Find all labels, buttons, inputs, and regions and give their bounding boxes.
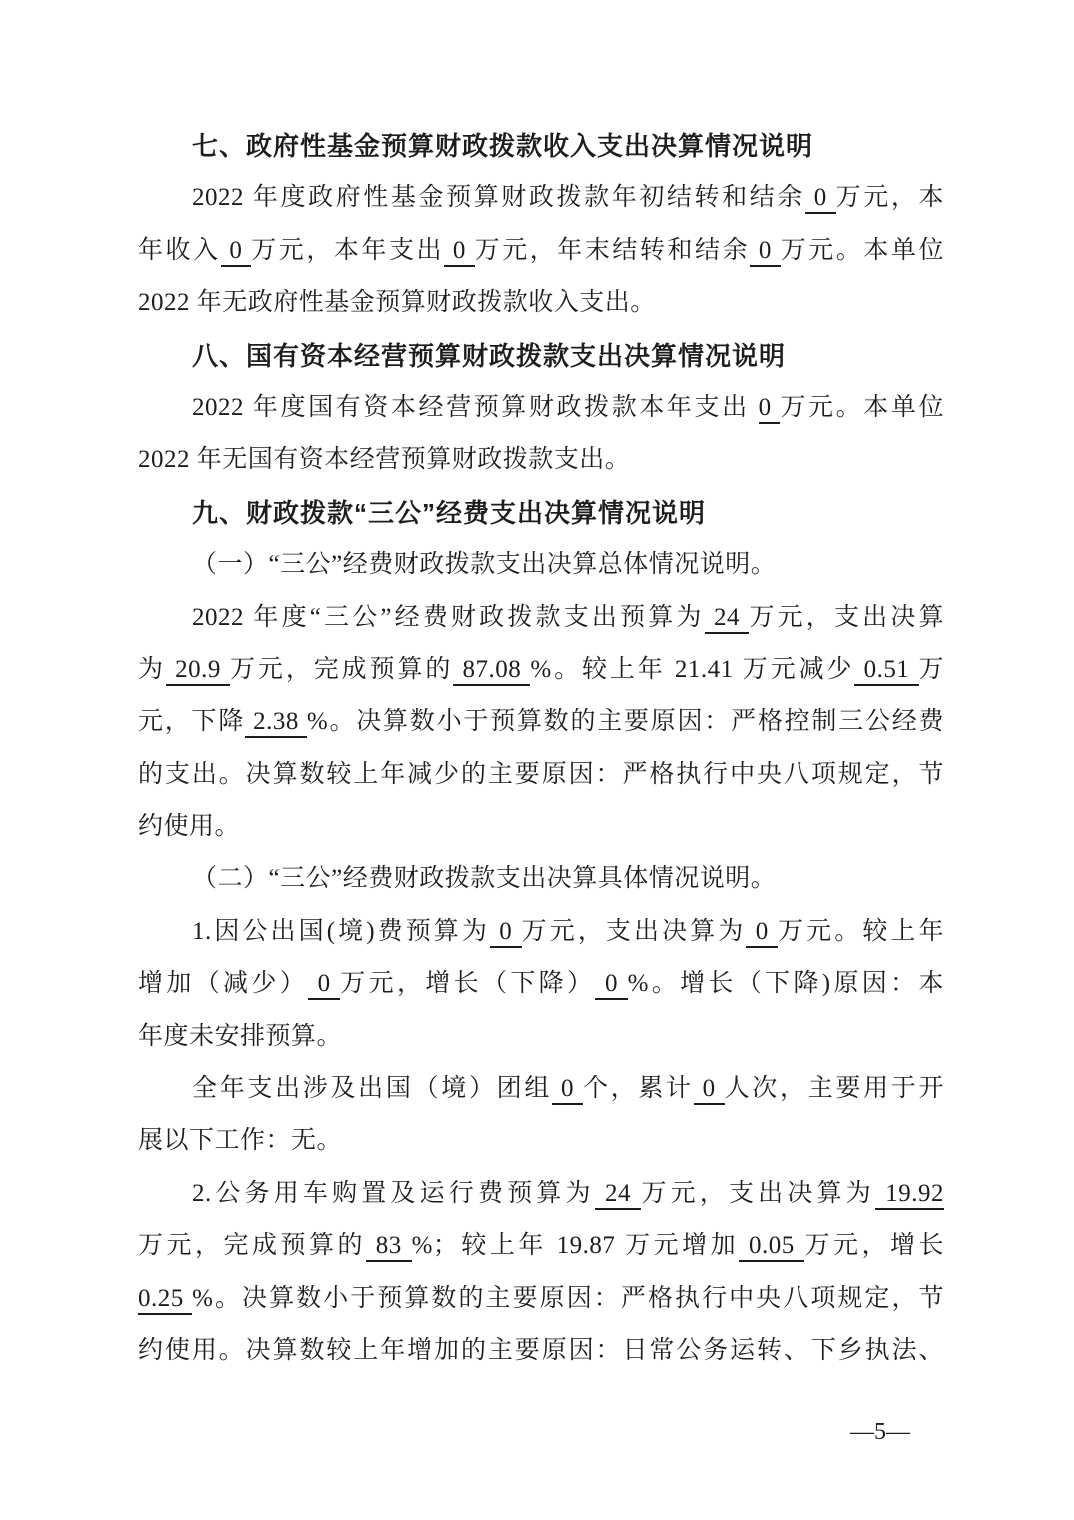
text-segment: %；较上年 19.87 万元增加: [411, 1232, 740, 1260]
text-line-16: [138, 906, 944, 958]
text-line-13: [138, 749, 944, 801]
underlined-value: 0: [750, 237, 781, 267]
text-segment: 2022 年度政府性基金预算财政拨款年初结转和结余: [192, 184, 805, 212]
text-segment: 1.因公出国(境)费预算为: [192, 917, 490, 945]
text-segment: 2022 年无政府性基金预算财政拨款收入支出。: [138, 289, 656, 317]
text-segment: 万元。本单位: [780, 393, 944, 421]
text-line-3: [138, 225, 944, 277]
underlined-value: 0: [308, 970, 340, 1000]
text-segment: 全年支出涉及出国（境）团组: [192, 1075, 553, 1103]
text-segment: 2022 年无国有资本经营预算财政拨款支出。: [138, 446, 631, 474]
underlined-value: 0: [595, 970, 627, 1000]
text-line-23: [138, 1273, 944, 1325]
text-segment: 万元，支出决算: [749, 603, 944, 631]
text-segment: 万元，本: [835, 184, 944, 212]
text-segment: 八、国有资本经营预算财政拨款支出决算情况说明: [192, 340, 787, 371]
underlined-value: 0: [221, 237, 252, 267]
text-segment: 2022 年度“三公”经费财政拨款支出预算为: [192, 603, 705, 631]
text-line-9: [138, 539, 944, 591]
text-line-7: [138, 434, 944, 486]
text-line-6: [138, 382, 944, 434]
document-body: [138, 120, 944, 1377]
text-segment: 年度未安排预算。: [138, 1022, 343, 1050]
text-segment: 为: [138, 655, 166, 683]
text-line-12: [138, 696, 944, 748]
text-segment: 万元，支出决算为: [521, 917, 747, 945]
text-line-8: [138, 487, 944, 539]
text-segment: 万元，完成预算的: [230, 655, 454, 683]
underlined-value: 0.05: [739, 1232, 804, 1262]
text-line-14: [138, 801, 944, 853]
underlined-value: 0: [759, 394, 781, 424]
underlined-value: 20.9: [166, 656, 230, 686]
underlined-value: 83: [366, 1232, 412, 1262]
text-segment: 万元。本单位: [780, 236, 944, 264]
underlined-value: 0: [805, 184, 836, 214]
underlined-value: 87.08: [453, 656, 530, 686]
text-line-4: [138, 277, 944, 329]
text-segment: 增加（减少）: [138, 970, 309, 998]
text-segment: 年收入: [138, 236, 221, 264]
underlined-value: 0: [694, 1075, 725, 1105]
underlined-value: 24: [705, 604, 750, 634]
text-segment: 九、财政拨款“三公”经费支出决算情况说明: [192, 497, 707, 528]
underlined-value: 0: [444, 237, 475, 267]
text-segment: 2022 年度国有资本经营预算财政拨款本年支出: [192, 393, 759, 421]
text-segment: （二）“三公”经费财政拨款支出决算具体情况说明。: [192, 865, 777, 893]
text-line-1: [138, 120, 944, 172]
text-line-17: [138, 958, 944, 1010]
text-segment: %。决算数小于预算数的主要原因：严格控制三公经费: [306, 708, 944, 736]
text-line-22: [138, 1220, 944, 1272]
text-line-10: [138, 592, 944, 644]
text-segment: 万元。较上年: [778, 917, 945, 945]
text-segment: 万元，增长: [804, 1232, 944, 1260]
text-segment: %。决算数小于预算数的主要原因：严格执行中央八项规定，节: [192, 1284, 945, 1312]
text-segment: 的支出。决算数较上年减少的主要原因：严格执行中央八项规定，节: [138, 760, 944, 788]
text-segment: 万元，本年支出: [251, 236, 445, 264]
underlined-value: 19.92: [875, 1180, 944, 1210]
text-segment: %。较上年 21.41 万元减少: [530, 655, 855, 683]
text-line-19: [138, 1063, 944, 1115]
text-segment: 万元，支出决算为: [641, 1179, 875, 1207]
underlined-value: 0: [490, 918, 522, 948]
underlined-value: 0.51: [854, 656, 918, 686]
text-line-11: [138, 644, 944, 696]
text-segment: 个，累计: [582, 1075, 694, 1103]
underlined-value: 0: [552, 1075, 583, 1105]
text-line-2: [138, 172, 944, 224]
text-line-15: [138, 853, 944, 905]
underlined-value: 2.38: [245, 708, 307, 738]
text-line-24: [138, 1325, 944, 1377]
text-line-20: [138, 1115, 944, 1167]
text-segment: 元，下降: [138, 708, 246, 736]
text-segment: 万元，完成预算的: [138, 1232, 367, 1260]
text-segment: 万: [918, 655, 945, 683]
text-line-5: [138, 330, 944, 382]
text-segment: 七、政府性基金预算财政拨款收入支出决算情况说明: [192, 131, 814, 161]
text-segment: 约使用。决算数较上年增加的主要原因：日常公务运转、下乡执法、: [138, 1336, 944, 1364]
text-line-18: [138, 1011, 944, 1063]
page-number: —5—: [850, 1419, 910, 1445]
text-segment: 万元，年末结转和结余: [474, 236, 751, 264]
underlined-value: 0: [746, 918, 778, 948]
text-segment: 展以下工作：无。: [138, 1127, 343, 1155]
underlined-value: 0.25: [138, 1285, 192, 1315]
underlined-value: 24: [595, 1180, 642, 1210]
text-segment: 约使用。: [138, 813, 241, 841]
text-line-21: [138, 1168, 944, 1220]
text-segment: （一）“三公”经费财政拨款支出决算总体情况说明。: [192, 551, 777, 579]
text-segment: 人次，主要用于开: [724, 1075, 944, 1103]
text-segment: 万元，增长（下降）: [340, 970, 596, 998]
text-segment: %。增长（下降)原因：本: [627, 970, 944, 998]
text-segment: 2.公务用车购置及运行费预算为: [192, 1179, 595, 1207]
